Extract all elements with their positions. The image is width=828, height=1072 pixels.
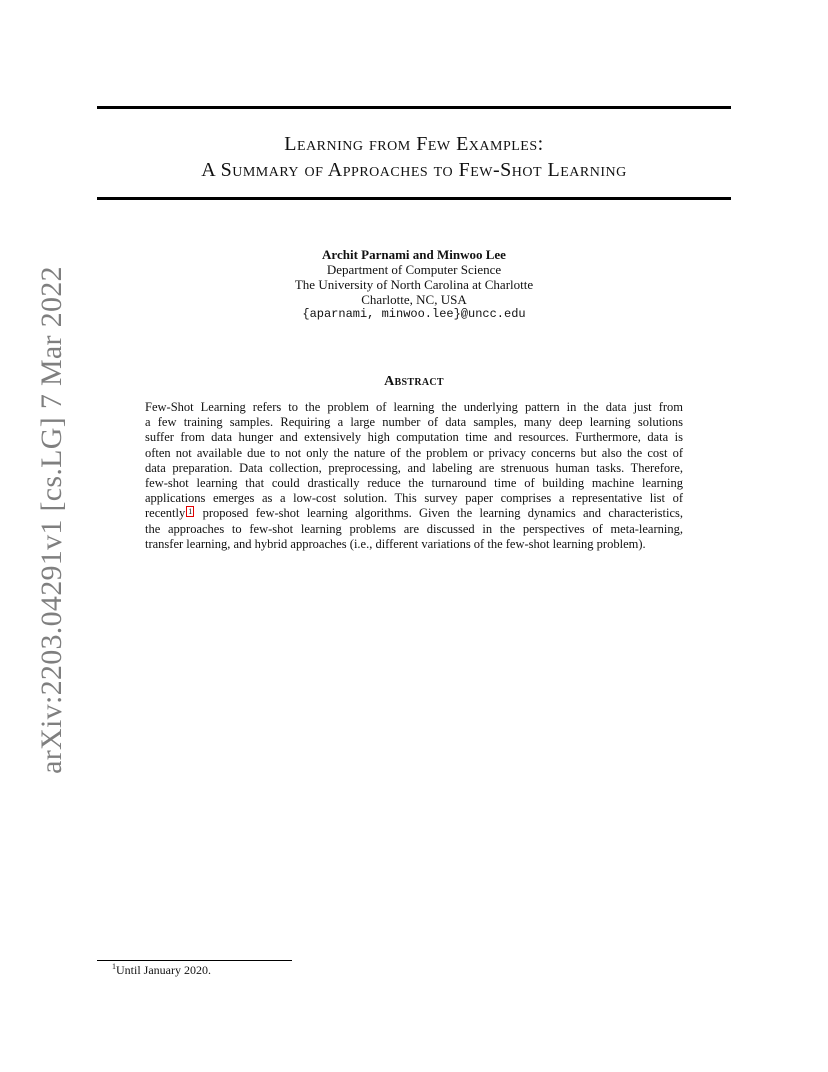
abstract-line: few-shot learning that could drastically reduce the turnaround time of building machine learning [145, 476, 683, 491]
abstract-line: the approaches to few-shot learning problems are discussed in the perspectives of meta-learning, [145, 521, 683, 536]
abstract-text: recently [145, 506, 186, 521]
abstract-line: suffer from data hunger and extensively high computation time and resources. Furthermore, data is [145, 430, 683, 445]
abstract-heading: Abstract [384, 374, 444, 389]
author-department: Department of Computer Science [326, 262, 502, 277]
abstract-line: applications emerges as a low-cost solution. This survey paper comprises a representative list of [145, 491, 683, 506]
abstract-line [145, 506, 683, 521]
abstract-line: transfer learning, and hybrid approaches (i.e., different variations of the few-shot learning problem). [145, 536, 646, 551]
title-top-rule [97, 106, 731, 109]
title-line-1: Learning from Few Examples: [284, 133, 544, 155]
footnote-link[interactable]: 1 [188, 507, 193, 517]
arxiv-identifier: arXiv:2203.04291v1 [cs.LG] 7 Mar 2022 [35, 266, 68, 774]
footnote-rule [97, 960, 292, 961]
footnote [112, 963, 211, 977]
title-bottom-rule [97, 197, 731, 200]
author-names: Archit Parnami and Minwoo Lee [322, 247, 506, 262]
paper-title [97, 131, 731, 183]
title-line-2: A Summary of Approaches to Few-Shot Learning [201, 159, 627, 181]
author-email: {aparnami, minwoo.lee}@uncc.edu [302, 307, 526, 321]
author-university: The University of North Carolina at Charlotte [294, 277, 534, 292]
author-location: Charlotte, NC, USA [361, 292, 467, 307]
abstract-line: data preparation. Data collection, preprocessing, and labeling are strenuous human tasks. Therefore, [145, 460, 683, 475]
abstract-line: Few-Shot Learning refers to the problem of learning the underlying pattern in the data just from [145, 400, 683, 414]
abstract-text: proposed few-shot learning algorithms. Given the learning dynamics and characteristics, [195, 506, 683, 521]
author-block [97, 247, 731, 322]
footnote-mark: 1 [112, 962, 116, 971]
abstract-line: a few training samples. Requiring a large number of data samples, many deep learning solutions [145, 415, 683, 430]
abstract-line: often not available due to not only the nature of the problem or privacy concerns but also the cost of [145, 445, 683, 460]
abstract-body [145, 400, 683, 552]
footnote-text: Until January 2020. [116, 963, 211, 977]
